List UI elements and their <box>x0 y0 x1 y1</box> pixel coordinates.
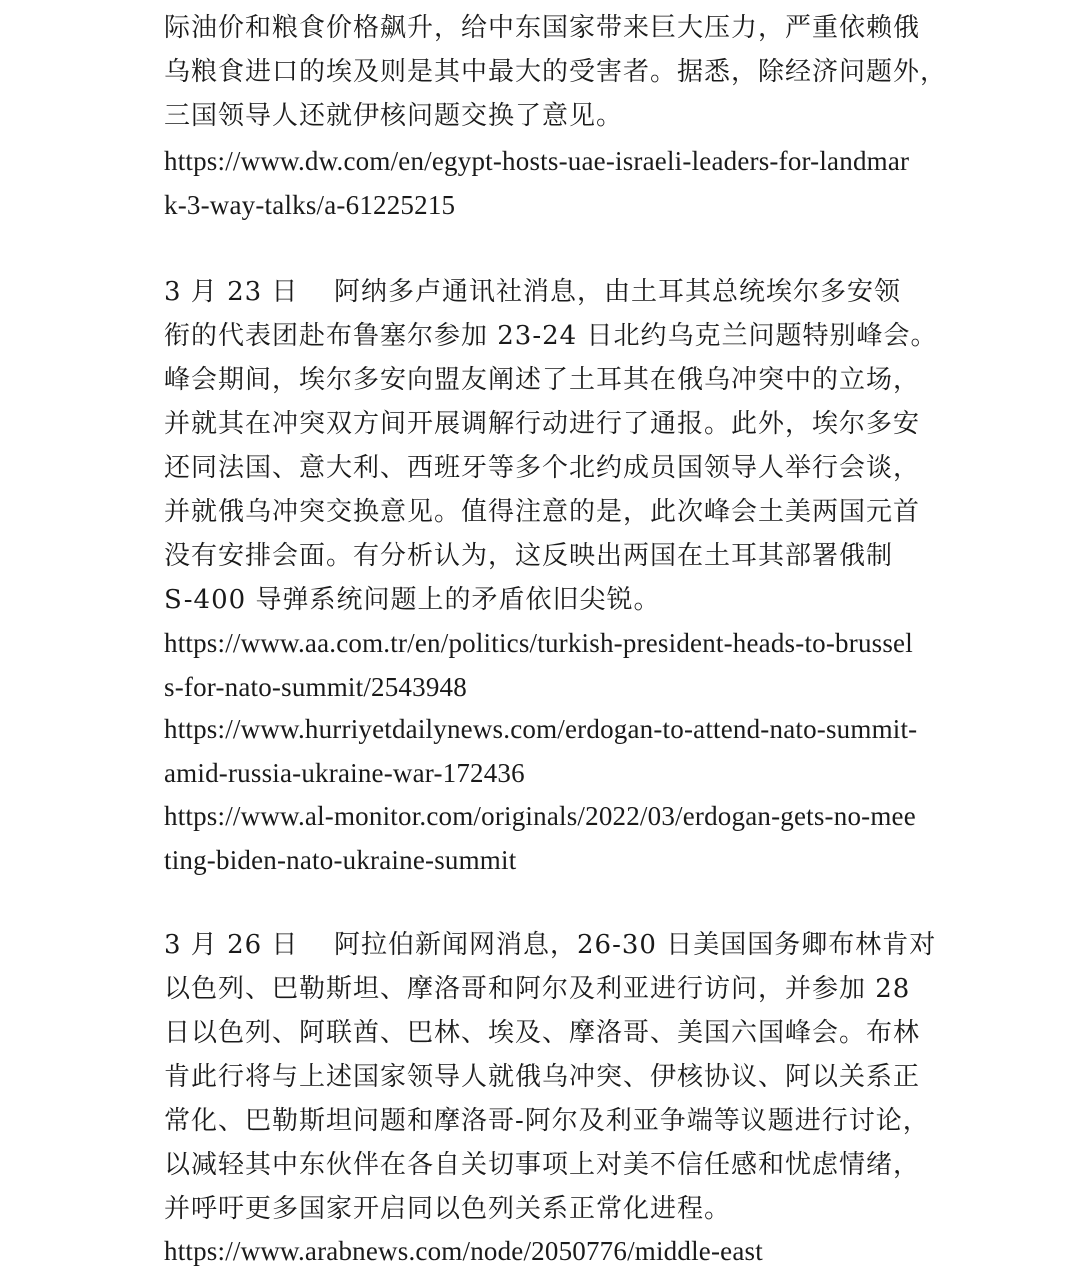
text-line: 乌粮食进口的埃及则是其中最大的受害者。据悉，除经济问题外， <box>164 57 948 87</box>
source-link[interactable]: s-for-nato-summit/2543948 <box>164 672 467 702</box>
text-line: 没有安排会面。有分析认为，这反映出两国在土耳其部署俄制 <box>164 541 894 571</box>
source-link[interactable]: https://www.arabnews.com/node/2050776/middle-east <box>164 1236 763 1266</box>
text-line: 衔的代表团赴布鲁塞尔参加 23-24 日北约乌克兰问题特别峰会。 <box>164 321 938 351</box>
text-line: S-400 导弹系统问题上的矛盾依旧尖锐。 <box>164 585 661 615</box>
source-link[interactable]: k-3-way-talks/a-61225215 <box>164 190 456 220</box>
text-line: 际油价和粮食价格飙升，给中东国家带来巨大压力，严重依赖俄 <box>164 13 921 43</box>
source-link[interactable]: https://www.hurriyetdailynews.com/erdogan-to-attend-nato-summit- <box>164 714 918 744</box>
text-line: 日以色列、阿联酋、巴林、埃及、摩洛哥、美国六国峰会。布林 <box>164 1018 921 1048</box>
text-line: 并就俄乌冲突交换意见。值得注意的是，此次峰会土美两国元首 <box>164 497 921 527</box>
text-line: 以减轻其中东伙伴在各自关切事项上对美不信任感和忧虑情绪， <box>164 1150 921 1180</box>
entry-first-line <box>164 923 936 967</box>
entry-first-line <box>164 270 901 314</box>
source-link[interactable]: https://www.al-monitor.com/originals/2022/03/erdogan-gets-no-mee <box>164 801 916 831</box>
text-line: 并就其在冲突双方间开展调解行动进行了通报。此外，埃尔多安 <box>164 409 921 439</box>
text-line: 肯此行将与上述国家领导人就俄乌冲突、伊核协议、阿以关系正 <box>164 1062 921 1092</box>
text-line: 峰会期间，埃尔多安向盟友阐述了土耳其在俄乌冲突中的立场， <box>164 365 921 395</box>
text-line: 三国领导人还就伊核问题交换了意见。 <box>164 101 624 131</box>
text-line: 常化、巴勒斯坦问题和摩洛哥-阿尔及利亚争端等议题进行讨论， <box>164 1106 930 1136</box>
source-link[interactable]: https://www.aa.com.tr/en/politics/turkish-president-heads-to-brussel <box>164 628 913 658</box>
source-link[interactable]: https://www.dw.com/en/egypt-hosts-uae-israeli-leaders-for-landmar <box>164 146 910 176</box>
entry-text: 阿纳多卢通讯社消息，由土耳其总统埃尔多安领 <box>334 277 902 307</box>
entry-text: 阿拉伯新闻网消息，26-30 日美国国务卿布林肯对 <box>334 930 937 960</box>
source-link[interactable]: ting-biden-nato-ukraine-summit <box>164 845 517 875</box>
entry-date: 3 月 23 日 <box>164 277 299 307</box>
text-line: 还同法国、意大利、西班牙等多个北约成员国领导人举行会谈， <box>164 453 921 483</box>
text-line: 以色列、巴勒斯坦、摩洛哥和阿尔及利亚进行访问，并参加 28 <box>164 974 911 1004</box>
text-line: 并呼吁更多国家开启同以色列关系正常化进程。 <box>164 1194 732 1224</box>
entry-date: 3 月 26 日 <box>164 930 299 960</box>
source-link[interactable]: amid-russia-ukraine-war-172436 <box>164 758 525 788</box>
